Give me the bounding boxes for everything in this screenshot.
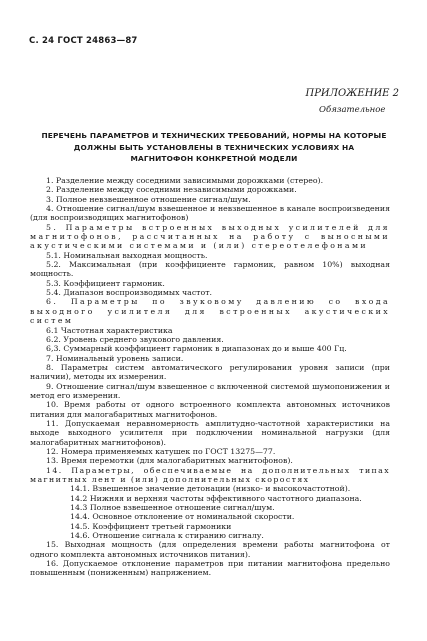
list-item: 6. Параметры по звуковому давлению со входа выходного усилителя для встроенных акустических систем	[30, 297, 390, 326]
page-header: С. 24 ГОСТ 24863—87	[29, 36, 138, 46]
list-item: 5. Параметры встроенных выходных усилителей для магнитофонов, рассчитанных на работу с выносными акустическими системами и (или) стереотелефонами	[30, 222, 390, 251]
list-item: 14.1. Взвешенное значение детонации (низко- и высокочастотной).	[70, 484, 351, 494]
list-item: 15. Выходная мощность (для определения времени работы магнитофона от одного комплекта автономных источников питания).	[30, 540, 390, 559]
appendix-status: Обязательное	[319, 105, 386, 115]
appendix-label	[305, 86, 399, 118]
list-item: 5.4. Диапазон воспроизводимых частот.	[46, 288, 212, 298]
list-item: 10. Время работы от одного встроенного комплекта автономных источников питания для малогабаритных магнитофонов.	[30, 400, 390, 419]
list-item: 8. Параметры систем автоматического регулирования уровня записи (при наличии), методы их измерения.	[30, 362, 390, 382]
list-item: 6.2. Уровень среднего звукового давления.	[46, 334, 224, 344]
list-item: 14.5. Коэффициент третьей гармоники	[70, 521, 232, 531]
list-item: 12. Номера применяемых катушек по ГОСТ 13275—77.	[46, 446, 276, 456]
list-item: 1. Разделение между соседними зависимыми дорожками (стерео).	[46, 176, 324, 185]
list-item: 14. Параметры, обеспечиваемые на дополнительных типах магнитных лент и (или) дополнительных скоростях	[30, 465, 390, 484]
list-item: 7. Номинальный уровень записи.	[46, 353, 184, 363]
document-title-line: МАГНИТОФОН КОНКРЕТНОЙ МОДЕЛИ	[130, 154, 298, 163]
list-item: 2. Разделение между соседними независимыми дорожками.	[46, 185, 297, 195]
list-item: 5.3. Коэффициент гармоник.	[46, 278, 165, 288]
list-item: 14.2 Нижняя и верхняя частоты эффективного частотного диапазона.	[70, 493, 362, 503]
list-item: 13. Время перемотки (для малогабаритных магнитофонов).	[46, 456, 293, 466]
list-item: 6,3. Суммарный коэффициент гармоник в диапазонах до и выше 400 Гц.	[46, 344, 347, 354]
document-title-line: ПЕРЕЧЕНЬ ПАРАМЕТРОВ И ТЕХНИЧЕСКИХ ТРЕБОВАНИЙ, НОРМЫ НА КОТОРЫЕ	[41, 131, 387, 140]
list-item: 4. Отношение сигнал/шум взвешенное и невзвешенное в канале воспроизведения (для воспроизводящих магнитофонов)	[30, 204, 390, 223]
list-item: 11. Допускаемая неравномерность амплитудно-частотной характеристики на выходе выходного усилителя при подключении номинальной нагрузки (для малогабаритных магнитофонов).	[30, 418, 390, 447]
parameter-list	[30, 176, 390, 578]
list-item: 14.6. Отношение сигнала к стиранию сигналу.	[70, 531, 264, 541]
document-title	[24, 130, 404, 165]
document-title-line: ДОЛЖНЫ БЫТЬ УСТАНОВЛЕНЫ В ТЕХНИЧЕСКИХ УСЛОВИЯХ НА	[73, 142, 355, 152]
list-item: 14.3 Полное взвешенное отношение сигнал/шум.	[70, 503, 275, 513]
list-item: 5.2. Максимальная (при коэффициенте гармоник, равном 10%) выходная мощность.	[30, 260, 390, 279]
list-item: 9. Отношение сигнал/шум взвешенное с включенной системой шумопонижения и метод его измерения.	[30, 381, 390, 400]
appendix-title: ПРИЛОЖЕНИЕ 2	[305, 88, 399, 99]
list-item: 3. Полное невзвешенное отношение сигнал/шум.	[46, 194, 251, 204]
list-item: 14.4. Основное отклонение от номинальной скорости.	[70, 512, 295, 522]
list-item: 6.1 Частотная характеристика	[46, 325, 173, 335]
list-item: 5.1. Номинальная выходная мощность.	[46, 250, 208, 260]
list-item: 16. Допускаемое отклонение параметров при питании магнитофона предельно повышенным (пониженным) напряжением.	[30, 559, 390, 578]
